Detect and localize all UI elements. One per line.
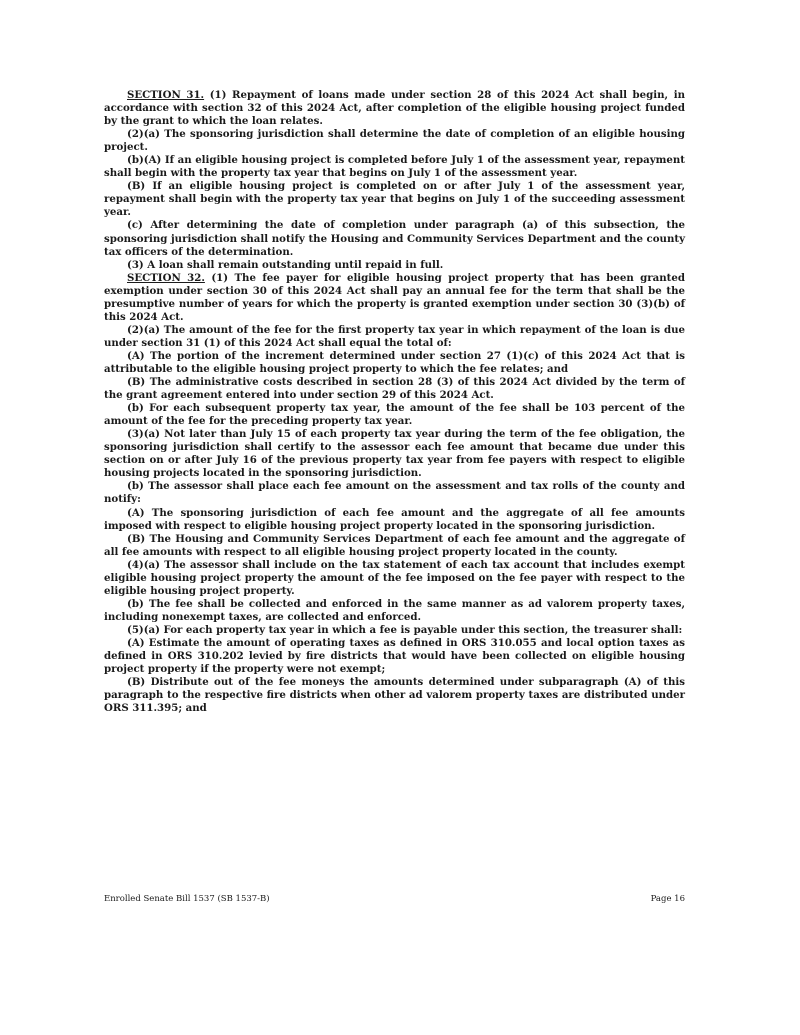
paragraph: (2)(a) The amount of the fee for the first property tax year in which repayment of the loan is due under section 31 (1) of this 2024 Act shall equal the total of: xyxy=(104,323,685,349)
paragraph: (3)(a) Not later than July 15 of each property tax year during the term of the fee obligation, the sponsoring jurisdiction shall certify to the assessor each fee amount that became due under this section on or after July 16 of the previous property tax year from fee payers with respect to eligible housing projects located in the sponsoring jurisdiction. xyxy=(104,428,685,480)
paragraph: (3) A loan shall remain outstanding until repaid in full. xyxy=(127,258,444,271)
page-footer xyxy=(104,894,685,904)
bill-text xyxy=(104,89,685,715)
paragraph-text: (1) The fee payer for eligible housing project property that has been granted exemption under section 30 of this 2024 Act shall pay an annual fee for the term that shall be the presumptive number of years for which the property is granted exemption under section 30 (3)(b) of this 2024 Act. xyxy=(104,271,685,323)
section-heading: SECTION 32. xyxy=(127,271,205,284)
paragraph: (B) The administrative costs described in section 28 (3) of this 2024 Act divided by the term of the grant agreement entered into under section 29 of this 2024 Act. xyxy=(104,376,685,402)
paragraph: (5)(a) For each property tax year in which a fee is payable under this section, the treasurer shall: xyxy=(127,623,683,636)
paragraph: (b) The assessor shall place each fee amount on the assessment and tax rolls of the county and notify: xyxy=(104,480,685,506)
paragraph xyxy=(104,272,685,324)
paragraph: (A) The sponsoring jurisdiction of each fee amount and the aggregate of all fee amounts imposed with respect to eligible housing project property located in the sponsoring jurisdiction. xyxy=(104,506,685,532)
paragraph: (b) The fee shall be collected and enforced in the same manner as ad valorem property taxes, including nonexempt taxes, are collected and enforced. xyxy=(104,597,685,623)
paragraph: (A) The portion of the increment determined under section 27 (1)(c) of this 2024 Act that is attributable to the eligible housing project property to which the fee relates; and xyxy=(104,349,685,375)
paragraph: (B) If an eligible housing project is completed on or after July 1 of the assessment year, repayment shall begin with the property tax year that begins on July 1 of the succeeding assessment year. xyxy=(104,180,685,219)
paragraph: (2)(a) The sponsoring jurisdiction shall determine the date of completion of an eligible housing project. xyxy=(104,128,685,154)
paragraph xyxy=(104,89,685,128)
paragraph: (b)(A) If an eligible housing project is completed before July 1 of the assessment year, repayment shall begin with the property tax year that begins on July 1 of the assessment year. xyxy=(104,154,685,180)
paragraph: (b) For each subsequent property tax year, the amount of the fee shall be 103 percent of the amount of the fee for the preceding property tax year. xyxy=(104,402,685,428)
paragraph: (A) Estimate the amount of operating taxes as defined in ORS 310.055 and local option taxes as defined in ORS 310.202 levied by fire districts that would have been collected on eligible housing project property if the property were not exempt; xyxy=(104,636,685,676)
paragraph: (B) The Housing and Community Services Department of each fee amount and the aggregate of all fee amounts with respect to all eligible housing project property located in the county. xyxy=(104,532,685,558)
paragraph: (c) After determining the date of completion under paragraph (a) of this subsection, the sponsoring jurisdiction shall notify the Housing and Community Services Department and the county tax officers of the determination. xyxy=(104,219,685,258)
section-heading: SECTION 31. xyxy=(127,89,205,101)
page-number: Page 16 xyxy=(650,894,685,904)
bill-identifier: Enrolled Senate Bill 1537 (SB 1537-B) xyxy=(104,894,270,904)
paragraph: (B) Distribute out of the fee moneys the amounts determined under subparagraph (A) of this paragraph to the respective fire districts when other ad valorem property taxes are distributed under ORS 311.395; and xyxy=(104,676,685,715)
paragraph-text: (1) Repayment of loans made under section 28 of this 2024 Act shall begin, in accordance with section 32 of this 2024 Act, after completion of the eligible housing project funded by the grant to which the loan relates. xyxy=(104,89,685,128)
paragraph: (4)(a) The assessor shall include on the tax statement of each tax account that includes exempt eligible housing project property the amount of the fee imposed on the fee payer with respect to the eligible housing project property. xyxy=(104,558,685,597)
